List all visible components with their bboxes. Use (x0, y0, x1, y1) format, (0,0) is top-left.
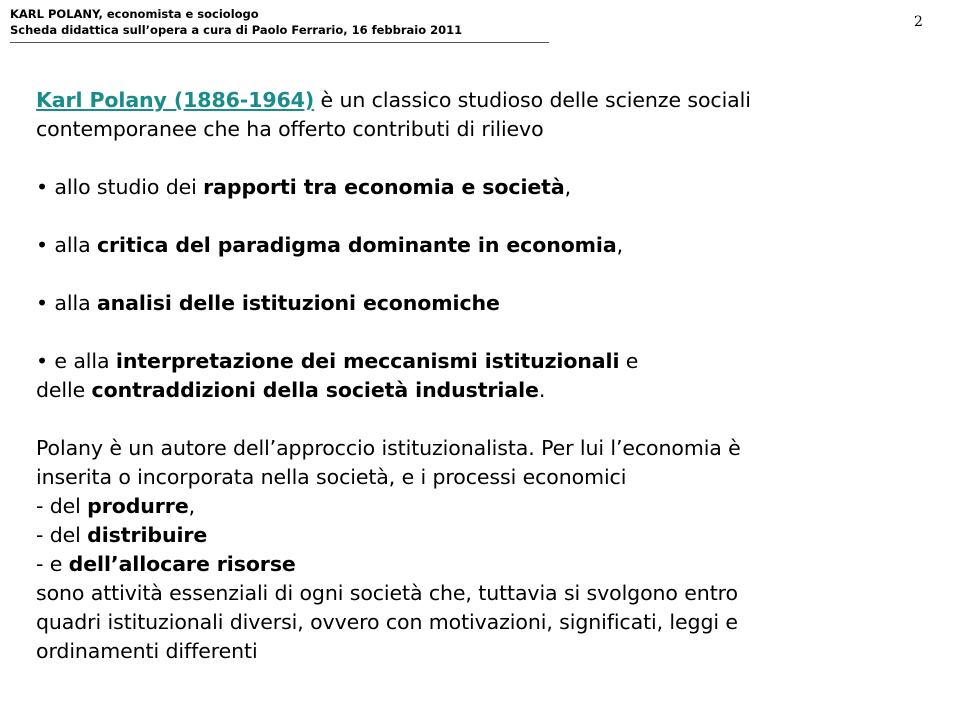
list-item-text: - del (36, 523, 88, 547)
page-number: 2 (914, 14, 923, 30)
list-item-punct: , (188, 494, 196, 518)
bullet-symbol: • (36, 349, 48, 373)
bullet-item (36, 347, 936, 405)
intro-text-b: contemporanee che ha offerto contributi di rilievo (36, 117, 544, 141)
bullet-item (36, 173, 936, 202)
header-subtitle: Scheda didattica sull’opera a cura di Paolo Ferrario, 16 febbraio 2011 (10, 23, 463, 37)
bullet-text: alla (48, 291, 97, 315)
bullet-symbol: • (36, 233, 48, 257)
bullet-item (36, 231, 936, 260)
slide-body (36, 86, 936, 666)
list-item-bold: produrre (87, 494, 189, 518)
approach-line: sono attività essenziali di ogni società che, tuttavia si svolgono entro (36, 581, 738, 605)
bullet-bold-text: interpretazione dei meccanismi istituzionali (115, 349, 620, 373)
bullet-text: e alla (48, 349, 116, 373)
bullet-text: allo studio dei (48, 175, 204, 199)
approach-paragraph (36, 434, 936, 666)
bullet-item (36, 289, 936, 318)
approach-line: ordinamenti differenti (36, 639, 258, 663)
approach-line: inserita o incorporata nella società, e i processi economici (36, 465, 627, 489)
header-title: KARL POLANY, economista e sociologo (10, 7, 259, 21)
bullet-bold-text: contraddizioni della società industriale (91, 378, 539, 402)
spacer (36, 405, 936, 434)
bullet-punct: , (616, 233, 624, 257)
list-item-bold: distribuire (87, 523, 208, 547)
bullet-punct: . (538, 378, 546, 402)
intro-text-a: è un classico studioso delle scienze sociali (314, 88, 751, 112)
approach-line: Polany è un autore dell’approccio istituzionalista. Per lui l’economia è (36, 436, 741, 460)
bullet-bold-text: critica del paradigma dominante in economia (96, 233, 617, 257)
bullet-symbol: • (36, 291, 48, 315)
list-item-text: - e (36, 552, 69, 576)
bullet-text: e (619, 349, 639, 373)
document-header (10, 6, 462, 38)
approach-line: quadri istituzionali diversi, ovvero con motivazioni, significati, leggi e (36, 610, 738, 634)
spacer (36, 260, 936, 289)
bullet-bold-text: analisi delle istituzioni economiche (96, 291, 500, 315)
list-item-bold: dell’allocare risorse (68, 552, 296, 576)
spacer (36, 202, 936, 231)
bullet-symbol: • (36, 175, 48, 199)
bullet-punct: , (564, 175, 572, 199)
intro-paragraph (36, 86, 936, 144)
list-item-text: - del (36, 494, 88, 518)
bullet-bold-text: rapporti tra economia e società (203, 175, 565, 199)
spacer (36, 144, 936, 173)
bullet-text: alla (48, 233, 97, 257)
author-link[interactable]: Karl Polany (1886-1964) (36, 88, 315, 112)
bullet-text: delle (36, 378, 92, 402)
spacer (36, 318, 936, 347)
header-divider (10, 42, 549, 43)
